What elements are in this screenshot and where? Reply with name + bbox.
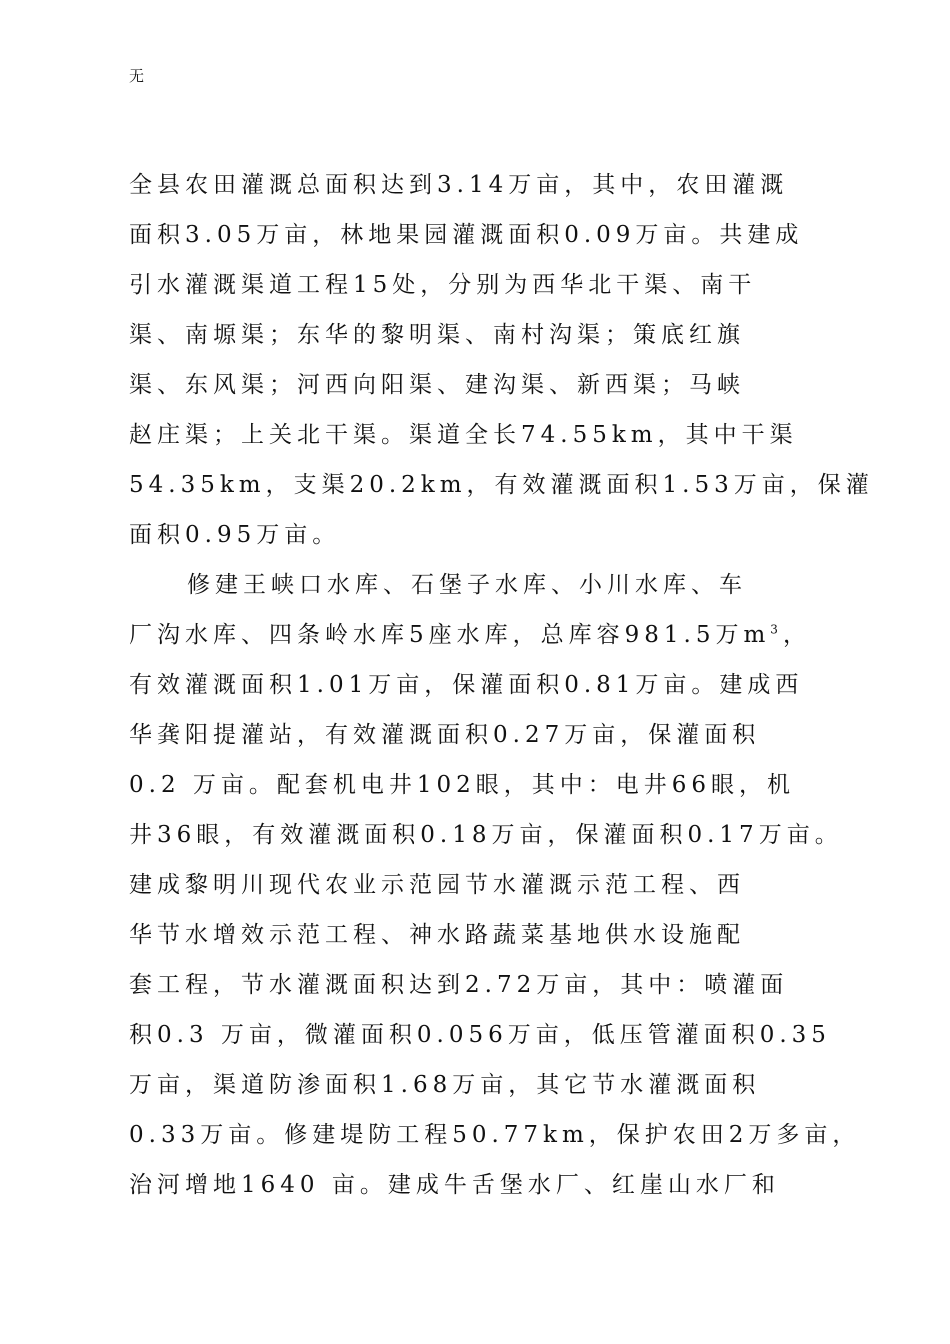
text-line: 赵庄渠；上关北干渠。渠道全长74.55km，其中干渠 bbox=[129, 422, 798, 448]
text-line: 面积0.95万亩。 bbox=[129, 522, 341, 548]
text-line: 54.35km，支渠20.2km，有效灌溉面积1.53万亩，保灌 bbox=[129, 472, 874, 498]
text-line: 建成黎明川现代农业示范园节水灌溉示范工程、西 bbox=[129, 872, 745, 898]
text-line: 有效灌溉面积1.01万亩，保灌面积0.81万亩。建成西 bbox=[129, 672, 804, 698]
text-line: 全县农田灌溉总面积达到3.14万亩，其中，农田灌溉 bbox=[129, 172, 789, 198]
text-line: 积0.3 万亩，微灌面积0.056万亩，低压管灌面积0.35 bbox=[129, 1022, 831, 1048]
text-line: 华龚阳提灌站，有效灌溉面积0.27万亩，保灌面积 bbox=[129, 722, 761, 748]
text-line: 引水灌溉渠道工程15处，分别为西华北干渠、南干 bbox=[129, 272, 757, 298]
text-line: 面积3.05万亩，林地果园灌溉面积0.09万亩。共建成 bbox=[129, 222, 804, 248]
text-line: 万亩，渠道防渗面积1.68万亩，其它节水灌溉面积 bbox=[129, 1072, 761, 1098]
text-line-tail: ， bbox=[782, 622, 811, 648]
page-header: 无 bbox=[129, 67, 145, 85]
text-line: 治河增地1640 亩。建成牛舌堡水厂、红崖山水厂和 bbox=[129, 1172, 780, 1198]
text-line: 修建王峡口水库、石堡子水库、小川水库、车 bbox=[187, 572, 747, 598]
text-line: 渠、东风渠；河西向阳渠、建沟渠、新西渠；马峡 bbox=[129, 372, 745, 398]
text-line-main: 厂沟水库、四条岭水库5座水库，总库容981.5万m bbox=[129, 622, 771, 648]
text-line: 渠、南塬渠；东华的黎明渠、南村沟渠；策底红旗 bbox=[129, 322, 745, 348]
text-line: 0.33万亩。修建堤防工程50.77km，保护农田2万多亩， bbox=[129, 1122, 861, 1148]
body-text bbox=[129, 160, 874, 1210]
text-line: 0.2 万亩。配套机电井102眼，其中：电井66眼，机 bbox=[129, 772, 796, 798]
text-line: 井36眼，有效灌溉面积0.18万亩，保灌面积0.17万亩。 bbox=[129, 822, 843, 848]
paragraph-reservoirs-and-projects bbox=[129, 560, 861, 1210]
text-line: 套工程，节水灌溉面积达到2.72万亩，其中：喷灌面 bbox=[129, 972, 789, 998]
paragraph-irrigation-overview bbox=[129, 160, 874, 560]
superscript-unit: 3 bbox=[770, 622, 783, 637]
text-line-with-superscript bbox=[129, 610, 829, 660]
text-line: 华节水增效示范工程、神水路蔬菜基地供水设施配 bbox=[129, 922, 745, 948]
